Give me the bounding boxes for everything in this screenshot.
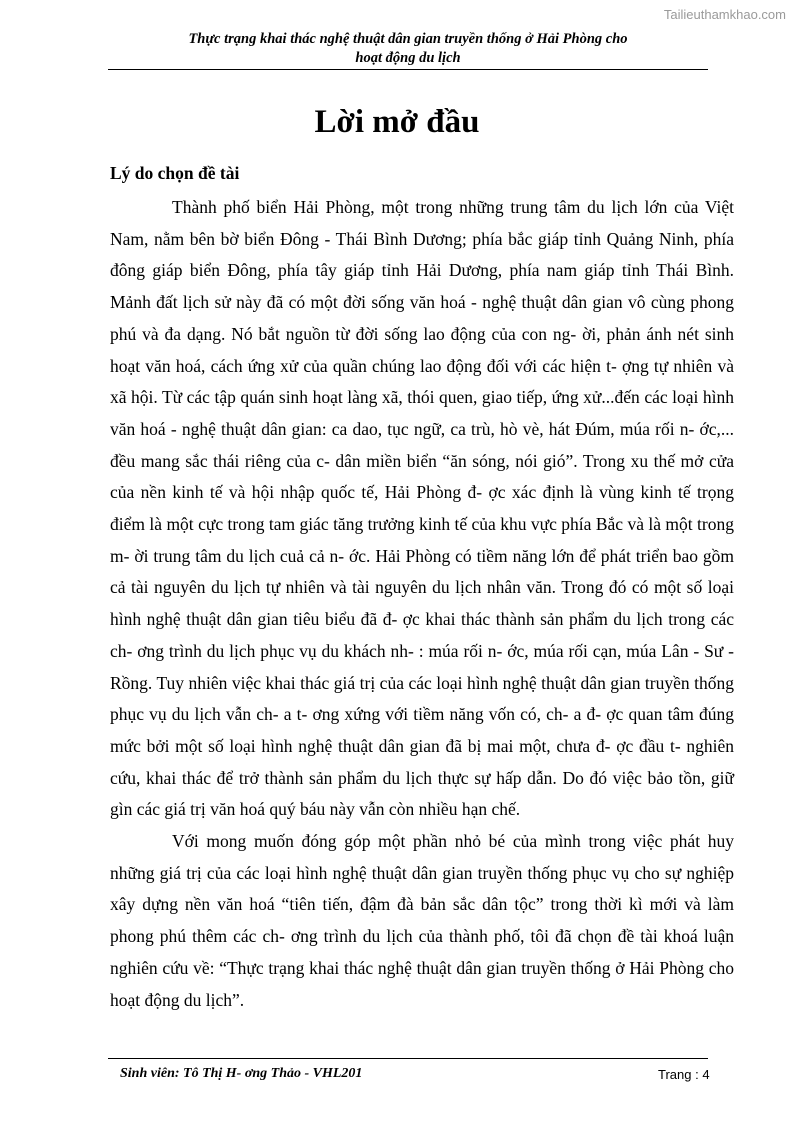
footer-author: Sinh viên: Tô Thị H- ơng Thảo - VHL201 <box>120 1066 363 1081</box>
footer-rule <box>108 1058 708 1059</box>
paragraph: Thành phố biển Hải Phòng, một trong những trung tâm du lịch lớn của Việt Nam, nằm bên bờ biển Đông - Thái Bình Dương; phía bắc giáp tỉnh Quảng Ninh, phía đông giáp biển Đông, phía tây giáp tỉnh Hải Dương, phía nam giáp tỉnh Thái Bình. Mảnh đất lịch sử này đã có một đời sống văn hoá - nghệ thuật dân gian vô cùng phong phú và đa dạng. Nó bắt nguồn từ đời sống lao động của con ng- ời, phản ánh nét sinh hoạt văn hoá, cách ứng xử của quần chúng lao động đối với các hiện t- ợng tự nhiên và xã hội. Từ các tập quán sinh hoạt làng xã, thói quen, giao tiếp, ứng xử...đến các loại hình văn hoá - nghệ thuật dân gian: ca dao, tục ngữ, ca trù, hò vè, hát Đúm, múa rối n- ớc,... đều mang sắc thái riêng của c- dân miền biển “ăn sóng, nói gió”. Trong xu thế mở cửa của nền kinh tế và hội nhập quốc tế, Hải Phòng đ- ợc xác định là vùng kinh tế trọng điểm là một cực trong tam giác tăng trưởng kinh tế của khu vực phía Bắc và là một trong m- ời trung tâm du lịch cuả cả n- ớc. Hải Phòng có tiềm năng lớn để phát triển bao gồm cả tài nguyên du lịch tự nhiên và tài nguyên du lịch nhân văn. Trong đó có một số loại hình nghệ thuật dân gian tiêu biểu đã đ- ợc khai thác thành sản phẩm du lịch trong các ch- ơng trình du lịch phục vụ du khách nh- : múa rối n- ớc, múa rối cạn, múa Lân - Sư - Rồng. Tuy nhiên việc khai thác giá trị của các loại hình nghệ thuật dân gian truyền thống phục vụ du lịch vẫn ch- a t- ơng xứng với tiềm năng vốn có, ch- a đ- ợc quan tâm đúng mức bởi một số loại hình nghệ thuật dân gian đã bị mai một, chưa đ- ợc đầu t- nghiên cứu, khai thác để trở thành sản phẩm du lịch thực sự hấp dẫn. Do đó việc bảo tồn, giữ gìn các giá trị văn hoá quý báu này vẫn còn nhiều hạn chế. <box>110 197 734 820</box>
header-line-1: Thực trạng khai thác nghệ thuật dân gian truyền thống ở Hải Phòng cho <box>188 31 628 47</box>
running-header <box>108 30 708 68</box>
watermark: Tailieuthamkhao.com <box>663 7 786 22</box>
paragraph: Với mong muốn đóng góp một phần nhỏ bé của mình trong việc phát huy những giá trị của các loại hình nghệ thuật dân gian truyền thống phục vụ cho sự nghiệp xây dựng nền văn hoá “tiên tiến, đậm đà bản sắc dân tộc” trong thời kì mới và làm phong phú thêm các ch- ơng trình du lịch của thành phố, tôi đã chọn đề tài khoá luận nghiên cứu về: “Thực trạng khai thác nghệ thuật dân gian truyền thống ở Hải Phòng cho hoạt động du lịch”. <box>110 831 734 1010</box>
header-rule <box>108 69 708 70</box>
page-title: Lời mở đầu <box>314 104 480 140</box>
page-number: Trang : 4 <box>658 1067 710 1082</box>
header-line-2: hoạt động du lịch <box>355 50 461 66</box>
body-text <box>110 192 734 1016</box>
section-heading: Lý do chọn đề tài <box>110 163 240 183</box>
